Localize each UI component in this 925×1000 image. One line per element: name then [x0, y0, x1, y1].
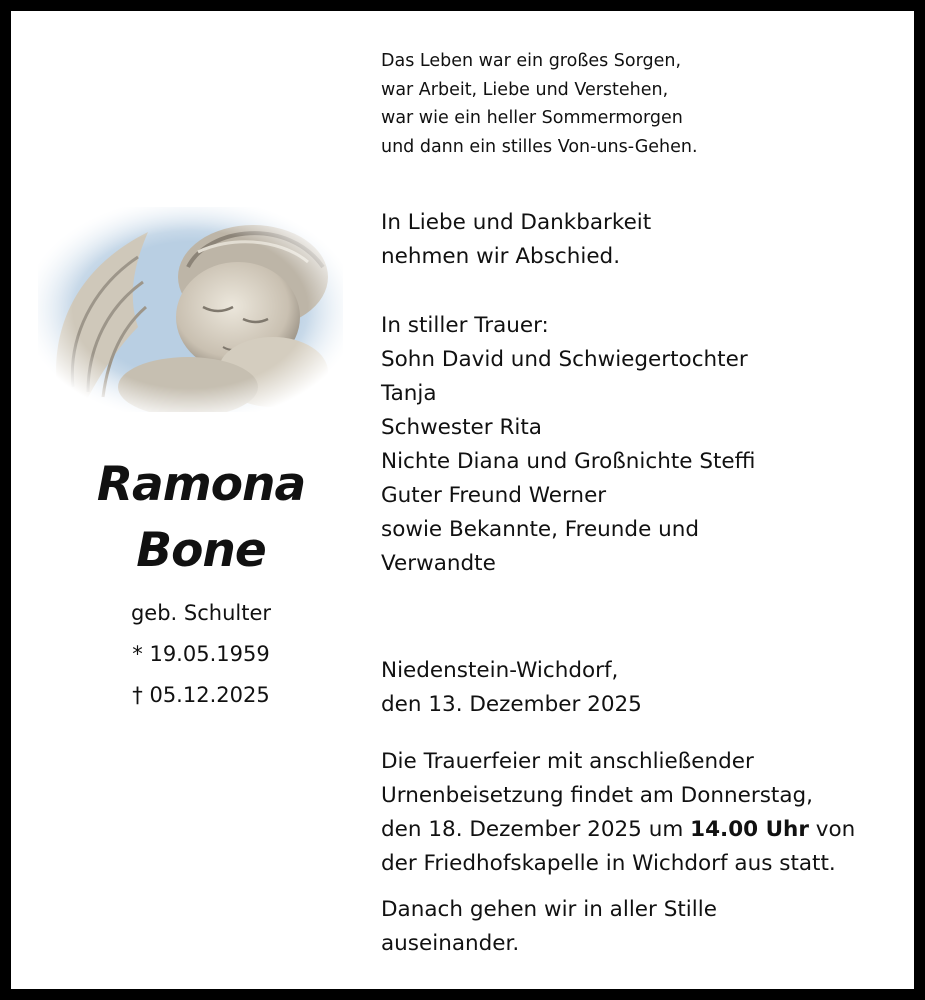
mourner-line: Schwester Rita	[381, 415, 542, 440]
poem-line: war wie ein heller Sommermorgen	[381, 108, 683, 128]
closing-line: Danach gehen wir in aller Stille	[381, 897, 717, 922]
poem-line: war Arbeit, Liebe und Verstehen,	[381, 79, 669, 100]
maiden-name: geb. Schulter	[130, 601, 272, 625]
service-from: von	[808, 817, 856, 842]
closing-text	[381, 893, 717, 961]
date-line: den 13. Dezember 2025	[381, 692, 642, 717]
farewell-line: nehmen wir Abschied.	[381, 244, 621, 269]
service-time: 14.00 Uhr	[690, 817, 809, 842]
service-line: Die Trauerfeier mit anschließender	[381, 749, 754, 774]
mourner-line: Sohn David und Schwiegertochter	[381, 347, 748, 372]
mourner-line: Guter Freund Werner	[381, 483, 607, 508]
mourners-list	[381, 309, 755, 581]
death-date: † 05.12.2025	[132, 683, 270, 707]
birth-date: * 19.05.1959	[132, 642, 270, 666]
mourner-line: Verwandte	[381, 551, 496, 576]
farewell-text	[381, 206, 651, 274]
angel-statue-image	[38, 207, 343, 412]
poem-line: Das Leben war ein großes Sorgen,	[381, 51, 682, 71]
place-date	[381, 654, 642, 722]
closing-line: auseinander.	[381, 931, 520, 956]
farewell-line: In Liebe und Dankbarkeit	[381, 210, 652, 235]
poem	[381, 47, 698, 161]
service-date: den 18. Dezember 2025 um	[381, 817, 691, 842]
mourner-line: sowie Bekannte, Freunde und	[381, 517, 700, 542]
deceased-first-name: Ramona	[96, 457, 306, 512]
mourner-line: Tanja	[381, 381, 437, 406]
deceased-last-name: Bone	[136, 523, 266, 578]
mourner-line: Nichte Diana und Großnichte Steffi	[381, 449, 756, 474]
poem-line: und dann ein stilles Von-uns-Gehen.	[381, 136, 698, 157]
place-line: Niedenstein-Wichdorf,	[381, 658, 619, 683]
service-line: der Friedhofskapelle in Wichdorf aus statt.	[381, 851, 836, 876]
service-line: Urnenbeisetzung findet am Donnerstag,	[381, 783, 813, 808]
funeral-service-info	[381, 745, 855, 881]
service-line	[381, 813, 855, 847]
mourners-heading: In stiller Trauer:	[381, 313, 549, 338]
